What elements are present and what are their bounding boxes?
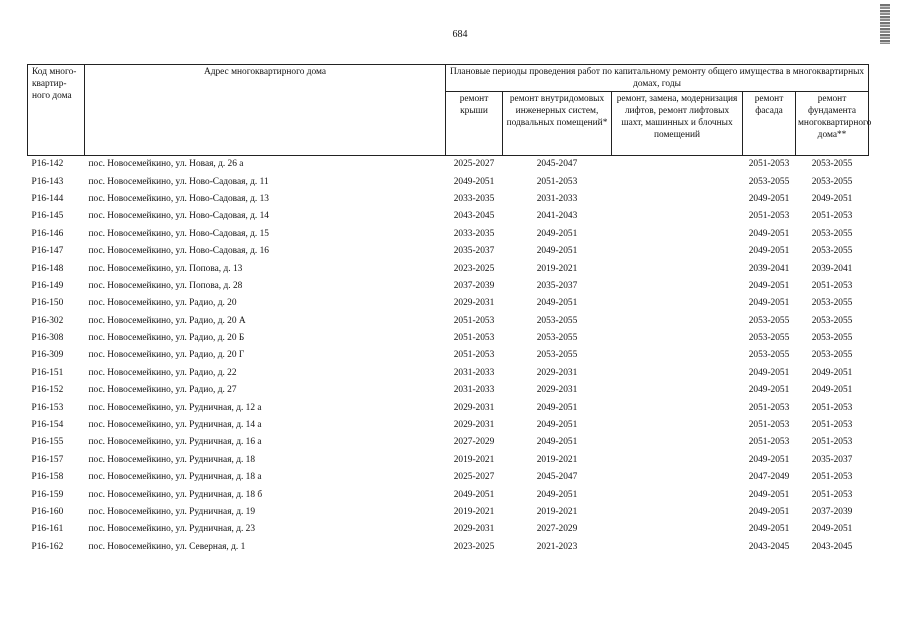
- house-code-cell: Р16-145: [31, 211, 64, 222]
- address-cell: пос. Новосемейкино, ул. Рудничная, д. 23: [88, 524, 256, 535]
- house-code-cell: Р16-162: [31, 541, 64, 552]
- facade-repair-cell: 2049-2051: [748, 454, 790, 465]
- foundation-repair-cell: 2051-2053: [811, 211, 853, 222]
- elevator-repair-cell: [612, 173, 743, 190]
- elevator-repair-cell: [612, 486, 743, 503]
- roof-repair-cell: 2025-2027: [446, 156, 503, 174]
- engineering-repair-cell: 2049-2051: [536, 437, 578, 448]
- house-code-cell: Р16-160: [31, 507, 64, 517]
- foundation-repair-cell: 2053-2055: [811, 333, 853, 344]
- foundation-repair-cell: 2053-2055: [811, 246, 853, 257]
- engineering-repair-cell: 2053-2055: [536, 333, 578, 344]
- elevator-repair-cell: [612, 295, 743, 312]
- elevator-repair-cell: [612, 330, 743, 347]
- foundation-repair-cell: 2049-2051: [811, 367, 853, 378]
- facade-repair-cell: 2039-2041: [748, 263, 790, 274]
- facade-repair-cell: 2047-2049: [748, 472, 790, 483]
- table-row: [28, 521, 869, 538]
- elevator-repair-cell: [612, 521, 743, 538]
- engineering-repair-cell: 2053-2055: [536, 350, 578, 361]
- table-row: [28, 191, 869, 208]
- elevator-repair-cell: [612, 243, 743, 260]
- engineering-repair-cell: 2035-2037: [536, 280, 578, 291]
- facade-repair-cell: 2049-2051: [748, 280, 790, 291]
- house-code-cell: Р16-144: [31, 193, 64, 204]
- elevator-repair-cell: [612, 539, 743, 556]
- house-code-cell: Р16-158: [31, 472, 64, 483]
- roof-repair-cell: 2033-2035: [453, 228, 495, 239]
- facade-repair-cell: 2053-2055: [748, 333, 790, 344]
- foundation-repair-cell: 2051-2053: [811, 437, 853, 448]
- facade-repair-cell: 2053-2055: [748, 315, 790, 326]
- roof-repair-cell: 2029-2031: [453, 420, 495, 431]
- table-row: [28, 469, 869, 486]
- roof-repair-cell: 2051-2053: [453, 315, 495, 326]
- address-cell: пос. Новосемейкино, ул. Ново-Садовая, д. 16: [88, 246, 269, 257]
- elevator-repair-cell: [612, 156, 743, 174]
- facade-repair-cell: 2051-2053: [748, 437, 790, 448]
- roof-repair-cell: 2037-2039: [453, 280, 495, 291]
- table-row: [28, 539, 869, 556]
- roof-repair-cell: 2049-2051: [453, 489, 495, 500]
- roof-repair-cell: 2051-2053: [453, 333, 495, 344]
- address-cell: пос. Новосемейкино, ул. Рудничная, д. 14 а: [88, 420, 262, 431]
- house-code-cell: Р16-157: [31, 454, 64, 465]
- foundation-repair-cell: 2051-2053: [811, 420, 853, 431]
- foundation-repair-cell: 2051-2053: [811, 280, 853, 291]
- facade-repair-cell: 2049-2051: [748, 193, 790, 204]
- facade-repair-cell: 2049-2051: [748, 489, 790, 500]
- table-row: [28, 382, 869, 399]
- foundation-repair-cell: 2051-2053: [811, 402, 853, 413]
- header-foundation-repair: ремонт фундамента многоквартирного дома**: [796, 92, 869, 156]
- engineering-repair-cell: 2029-2031: [536, 367, 578, 378]
- house-code-cell: Р16-151: [31, 367, 64, 378]
- address-cell: пос. Новосемейкино, ул. Радио, д. 20 Б: [88, 333, 245, 344]
- roof-repair-cell: 2023-2025: [453, 541, 495, 552]
- foundation-repair-cell: 2049-2051: [811, 193, 853, 204]
- foundation-repair-cell: 2053-2055: [811, 315, 853, 326]
- roof-repair-cell: 2031-2033: [453, 385, 495, 396]
- engineering-repair-cell: 2049-2051: [536, 246, 578, 257]
- header-address: Адрес многоквартирного дома: [85, 65, 446, 156]
- house-code-cell: Р16-155: [31, 437, 64, 448]
- elevator-repair-cell: [612, 313, 743, 330]
- engineering-repair-cell: 2045-2047: [503, 156, 612, 174]
- header-house-code: Код много-квартир-ного дома: [28, 65, 85, 156]
- house-code-cell: Р16-147: [31, 246, 64, 257]
- house-code-cell: Р16-159: [31, 489, 64, 500]
- house-code-cell: Р16-309: [31, 350, 64, 361]
- address-cell: пос. Новосемейкино, ул. Рудничная, д. 18: [88, 454, 256, 465]
- engineering-repair-cell: 2027-2029: [536, 524, 578, 535]
- foundation-repair-cell: 2049-2051: [811, 385, 853, 396]
- facade-repair-cell: 2051-2053: [748, 402, 790, 413]
- address-cell: пос. Новосемейкино, ул. Рудничная, д. 18 а: [88, 472, 262, 483]
- table-body: [28, 156, 869, 556]
- facade-repair-cell: 2049-2051: [748, 228, 790, 239]
- foundation-repair-cell: 2053-2055: [811, 228, 853, 239]
- foundation-repair-cell: 2043-2045: [811, 541, 853, 552]
- table-row: [28, 226, 869, 243]
- elevator-repair-cell: [612, 469, 743, 486]
- facade-repair-cell: 2049-2051: [748, 507, 790, 517]
- address-cell: пос. Новосемейкино, ул. Ново-Садовая, д. 15: [88, 228, 269, 239]
- address-cell: пос. Новосемейкино, ул. Рудничная, д. 19: [88, 507, 256, 517]
- engineering-repair-cell: 2051-2053: [536, 176, 578, 187]
- engineering-repair-cell: 2049-2051: [536, 489, 578, 500]
- table-row: [28, 173, 869, 190]
- elevator-repair-cell: [612, 347, 743, 364]
- facade-repair-cell: 2051-2053: [743, 156, 796, 174]
- engineering-repair-cell: 2049-2051: [536, 298, 578, 309]
- table-row: [28, 365, 869, 382]
- elevator-repair-cell: [612, 434, 743, 451]
- facade-repair-cell: 2053-2055: [748, 176, 790, 187]
- address-cell: пос. Новосемейкино, ул. Рудничная, д. 16 а: [88, 437, 262, 448]
- address-cell: пос. Новосемейкино, ул. Ново-Садовая, д. 13: [88, 193, 269, 204]
- elevator-repair-cell: [612, 191, 743, 208]
- table-row: [28, 278, 869, 295]
- elevator-repair-cell: [612, 417, 743, 434]
- roof-repair-cell: 2029-2031: [453, 298, 495, 309]
- table-row: [28, 486, 869, 503]
- foundation-repair-cell: 2049-2051: [811, 524, 853, 535]
- table-row: [28, 504, 869, 521]
- header-engineering-repair: ремонт внутридомовых инженерных систем, подвальных помещений*: [503, 92, 612, 156]
- address-cell: пос. Новосемейкино, ул. Радио, д. 20 А: [88, 315, 246, 326]
- table-row: [28, 434, 869, 451]
- foundation-repair-cell: 2035-2037: [811, 454, 853, 465]
- foundation-repair-cell: 2039-2041: [811, 263, 853, 274]
- house-code-cell: Р16-153: [31, 402, 64, 413]
- facade-repair-cell: 2051-2053: [748, 211, 790, 222]
- engineering-repair-cell: 2053-2055: [536, 315, 578, 326]
- house-code-cell: Р16-154: [31, 420, 64, 431]
- foundation-repair-cell: 2053-2055: [796, 156, 869, 174]
- engineering-repair-cell: 2019-2021: [536, 454, 578, 465]
- elevator-repair-cell: [612, 399, 743, 416]
- address-cell: пос. Новосемейкино, ул. Радио, д. 20: [88, 298, 237, 309]
- foundation-repair-cell: 2053-2055: [811, 176, 853, 187]
- elevator-repair-cell: [612, 278, 743, 295]
- capital-repair-table: [27, 64, 872, 556]
- roof-repair-cell: 2033-2035: [453, 193, 495, 204]
- header-roof-repair: ремонт крыши: [446, 92, 503, 156]
- address-cell: пос. Новосемейкино, ул. Северная, д. 1: [88, 541, 246, 552]
- table-row: [28, 452, 869, 469]
- engineering-repair-cell: 2021-2023: [536, 541, 578, 552]
- address-cell: пос. Новосемейкино, ул. Ново-Садовая, д. 14: [88, 211, 269, 222]
- elevator-repair-cell: [612, 226, 743, 243]
- engineering-repair-cell: 2049-2051: [536, 228, 578, 239]
- roof-repair-cell: 2051-2053: [453, 350, 495, 361]
- table-row: [28, 208, 869, 225]
- elevator-repair-cell: [612, 452, 743, 469]
- roof-repair-cell: 2031-2033: [453, 367, 495, 378]
- facade-repair-cell: 2049-2051: [748, 246, 790, 257]
- address-cell: пос. Новосемейкино, ул. Радио, д. 20 Г: [88, 350, 245, 361]
- table-row: [28, 156, 869, 174]
- roof-repair-cell: 2049-2051: [453, 176, 495, 187]
- facade-repair-cell: 2053-2055: [748, 350, 790, 361]
- address-cell: пос. Новосемейкино, ул. Радио, д. 22: [88, 367, 237, 378]
- house-code-cell: Р16-308: [31, 333, 64, 344]
- address-cell: пос. Новосемейкино, ул. Новая, д. 26 а: [85, 156, 446, 174]
- house-code-cell: Р16-143: [31, 176, 64, 187]
- roof-repair-cell: 2019-2021: [453, 454, 495, 465]
- house-code-cell: Р16-150: [31, 298, 64, 309]
- facade-repair-cell: 2051-2053: [748, 420, 790, 431]
- foundation-repair-cell: 2053-2055: [811, 350, 853, 361]
- roof-repair-cell: 2023-2025: [453, 263, 495, 274]
- house-code-cell: Р16-142: [28, 156, 85, 174]
- elevator-repair-cell: [612, 208, 743, 225]
- engineering-repair-cell: 2049-2051: [536, 420, 578, 431]
- table-row: [28, 243, 869, 260]
- house-code-cell: Р16-161: [31, 524, 64, 535]
- roof-repair-cell: 2027-2029: [453, 437, 495, 448]
- page-number: 684: [452, 29, 468, 40]
- facade-repair-cell: 2049-2051: [748, 367, 790, 378]
- address-cell: пос. Новосемейкино, ул. Ново-Садовая, д. 11: [88, 176, 269, 187]
- facade-repair-cell: 2049-2051: [748, 298, 790, 309]
- table-row: [28, 417, 869, 434]
- roof-repair-cell: 2035-2037: [453, 246, 495, 257]
- address-cell: пос. Новосемейкино, ул. Попова, д. 28: [88, 280, 243, 291]
- table-row: [28, 313, 869, 330]
- engineering-repair-cell: 2019-2021: [536, 263, 578, 274]
- roof-repair-cell: 2043-2045: [453, 211, 495, 222]
- address-cell: пос. Новосемейкино, ул. Рудничная, д. 18 б: [88, 489, 263, 500]
- facade-repair-cell: 2043-2045: [748, 541, 790, 552]
- header-facade-repair: ремонт фасада: [743, 92, 796, 156]
- address-cell: пос. Новосемейкино, ул. Радио, д. 27: [88, 385, 237, 396]
- archive-stamp: [880, 4, 890, 44]
- house-code-cell: Р16-302: [31, 315, 64, 326]
- elevator-repair-cell: [612, 504, 743, 521]
- elevator-repair-cell: [612, 382, 743, 399]
- foundation-repair-cell: 2053-2055: [811, 298, 853, 309]
- table-row: [28, 347, 869, 364]
- table-row: [28, 399, 869, 416]
- house-code-cell: Р16-149: [31, 280, 64, 291]
- house-code-cell: Р16-148: [31, 263, 64, 274]
- address-cell: пос. Новосемейкино, ул. Попова, д. 13: [88, 263, 243, 274]
- facade-repair-cell: 2049-2051: [748, 524, 790, 535]
- roof-repair-cell: 2029-2031: [453, 402, 495, 413]
- engineering-repair-cell: 2031-2033: [536, 193, 578, 204]
- table-row: [28, 260, 869, 277]
- engineering-repair-cell: 2049-2051: [536, 402, 578, 413]
- foundation-repair-cell: 2037-2039: [811, 507, 853, 517]
- roof-repair-cell: 2019-2021: [453, 507, 495, 517]
- house-code-cell: Р16-152: [31, 385, 64, 396]
- roof-repair-cell: 2025-2027: [453, 472, 495, 483]
- house-code-cell: Р16-146: [31, 228, 64, 239]
- foundation-repair-cell: 2051-2053: [811, 472, 853, 483]
- elevator-repair-cell: [612, 260, 743, 277]
- elevator-repair-cell: [612, 365, 743, 382]
- facade-repair-cell: 2049-2051: [748, 385, 790, 396]
- engineering-repair-cell: 2041-2043: [536, 211, 578, 222]
- address-cell: пос. Новосемейкино, ул. Рудничная, д. 12 а: [88, 402, 262, 413]
- roof-repair-cell: 2029-2031: [453, 524, 495, 535]
- foundation-repair-cell: 2051-2053: [811, 489, 853, 500]
- engineering-repair-cell: 2045-2047: [536, 472, 578, 483]
- table-row: [28, 295, 869, 312]
- header-elevator-repair: ремонт, замена, модернизация лифтов, ремонт лифтовых шахт, машинных и блочных помещений: [612, 92, 743, 156]
- engineering-repair-cell: 2019-2021: [536, 507, 578, 517]
- table-row: [28, 330, 869, 347]
- header-planned-periods: Плановые периоды проведения работ по капитальному ремонту общего имущества в многоквартирных домах, годы: [446, 65, 869, 92]
- engineering-repair-cell: 2029-2031: [536, 385, 578, 396]
